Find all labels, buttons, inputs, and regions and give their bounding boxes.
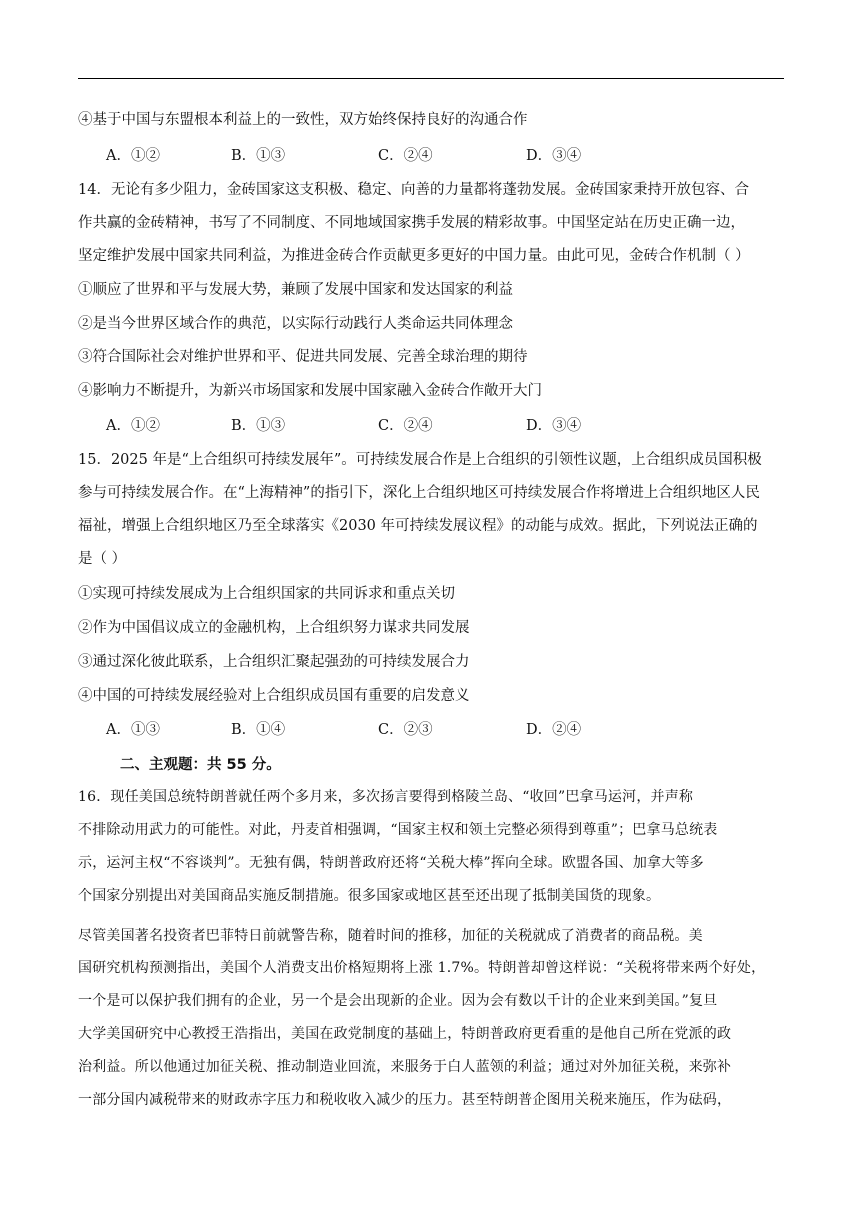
q14-item-3: ③符合国际社会对维护世界和平、促进共同发展、完善全球治理的期待 [78, 349, 528, 365]
q14-item-2: ②是当今世界区域合作的典范，以实际行动践行人类命运共同体理念 [78, 316, 513, 332]
choice-b: B．①④ [231, 722, 286, 738]
q15-item-3: ③通过深化彼此联系，上合组织汇聚起强劲的可持续发展合力 [78, 654, 470, 670]
q16-line: 一个是可以保护我们拥有的企业，另一个是会出现新的企业。因为会有数以千计的企业来到美国。”复旦 [78, 993, 718, 1009]
q15-stem-line: 参与可持续发展合作。在“上海精神”的指引下，深化上合组织地区可持续发展合作将增进上合组织地区人民 [78, 485, 760, 501]
q16-line: 国研究机构预测指出，美国个人消费支出价格短期将上涨 1.7%。特朗普却曾这样说：“关税将带来两个好处， [78, 960, 766, 976]
q14-stem-line: 14．无论有多少阻力，金砖国家这支积极、稳定、向善的力量都将蓬勃发展。金砖国家秉持开放包容、合 [78, 182, 749, 198]
choice-a: A．①② [106, 148, 160, 164]
q16-line: 一部分国内减税带来的财政赤字压力和税收收入减少的压力。甚至特朗普企图用关税来施压，作为砝码， [78, 1092, 732, 1108]
q15-item-4: ④中国的可持续发展经验对上合组织成员国有重要的启发意义 [78, 688, 470, 704]
q16-line: 16．现任美国总统特朗普就任两个多月来，多次扬言要得到格陵兰岛、“收回”巴拿马运河，并声称 [78, 789, 694, 805]
q16-line: 不排除动用武力的可能性。对此，丹麦首相强调，“国家主权和领土完整必须得到尊重”；巴拿马总统表 [78, 822, 718, 838]
header-rule [78, 78, 784, 79]
choice-d: D．③④ [526, 418, 582, 434]
q16-line: 大学美国研究中心教授王浩指出，美国在政党制度的基础上，特朗普政府更看重的是他自己所在党派的政 [78, 1026, 732, 1042]
q14-stem-line: 作共赢的金砖精神，书写了不同制度、不同地域国家携手发展的精彩故事。中国坚定站在历史正确一边， [78, 215, 745, 231]
q15-item-1: ①实现可持续发展成为上合组织国家的共同诉求和重点关切 [78, 586, 455, 602]
q15-stem-line: 15．2025 年是“上合组织可持续发展年”。可持续发展合作是上合组织的引领性议题，上合组织成员国积极 [78, 452, 762, 468]
q16-line: 尽管美国著名投资者巴菲特日前就警告称，随着时间的推移，加征的关税就成了消费者的商品税。美 [78, 928, 703, 944]
choice-d: D．③④ [526, 148, 582, 164]
q14-item-1: ①顺应了世界和平与发展大势，兼顾了发展中国家和发达国家的利益 [78, 282, 513, 298]
choice-a: A．①③ [106, 722, 160, 738]
choice-a: A．①② [106, 418, 160, 434]
section-heading: 二、主观题：共 55 分。 [120, 757, 281, 773]
q15-stem-line: 福祉，增强上合组织地区乃至全球落实《2030 年可持续发展议程》的动能与成效。据此，下列说法正确的 [78, 518, 758, 534]
q15-stem-line: 是（ ） [78, 551, 127, 567]
q14-stem-line: 坚定维护发展中国家共同利益，为推进金砖合作贡献更多更好的中国力量。由此可见，金砖合作机制（ ） [78, 248, 750, 264]
choice-b: B．①③ [231, 418, 286, 434]
choice-d: D．②④ [526, 722, 582, 738]
choice-b: B．①③ [231, 148, 286, 164]
q14-item-4: ④影响力不断提升，为新兴市场国家和发展中国家融入金砖合作敞开大门 [78, 383, 542, 399]
q16-line: 个国家分别提出对美国商品实施反制措施。很多国家或地区甚至还出现了抵制美国货的现象。 [78, 888, 661, 904]
q13-item-4: ④基于中国与东盟根本利益上的一致性，双方始终保持良好的沟通合作 [78, 112, 528, 128]
q16-line: 示，运河主权“不容谈判”。无独有偶，特朗普政府还将“关税大棒”挥向全球。欧盟各国、加拿大等多 [78, 855, 704, 871]
choice-c: C．②③ [378, 722, 433, 738]
choice-c: C．②④ [378, 148, 433, 164]
choice-c: C．②④ [378, 418, 433, 434]
q16-line: 治利益。所以他通过加征关税、推动制造业回流，来服务于白人蓝领的利益；通过对外加征关税，来弥补 [78, 1059, 732, 1075]
q15-item-2: ②作为中国倡议成立的金融机构，上合组织努力谋求共同发展 [78, 620, 470, 636]
